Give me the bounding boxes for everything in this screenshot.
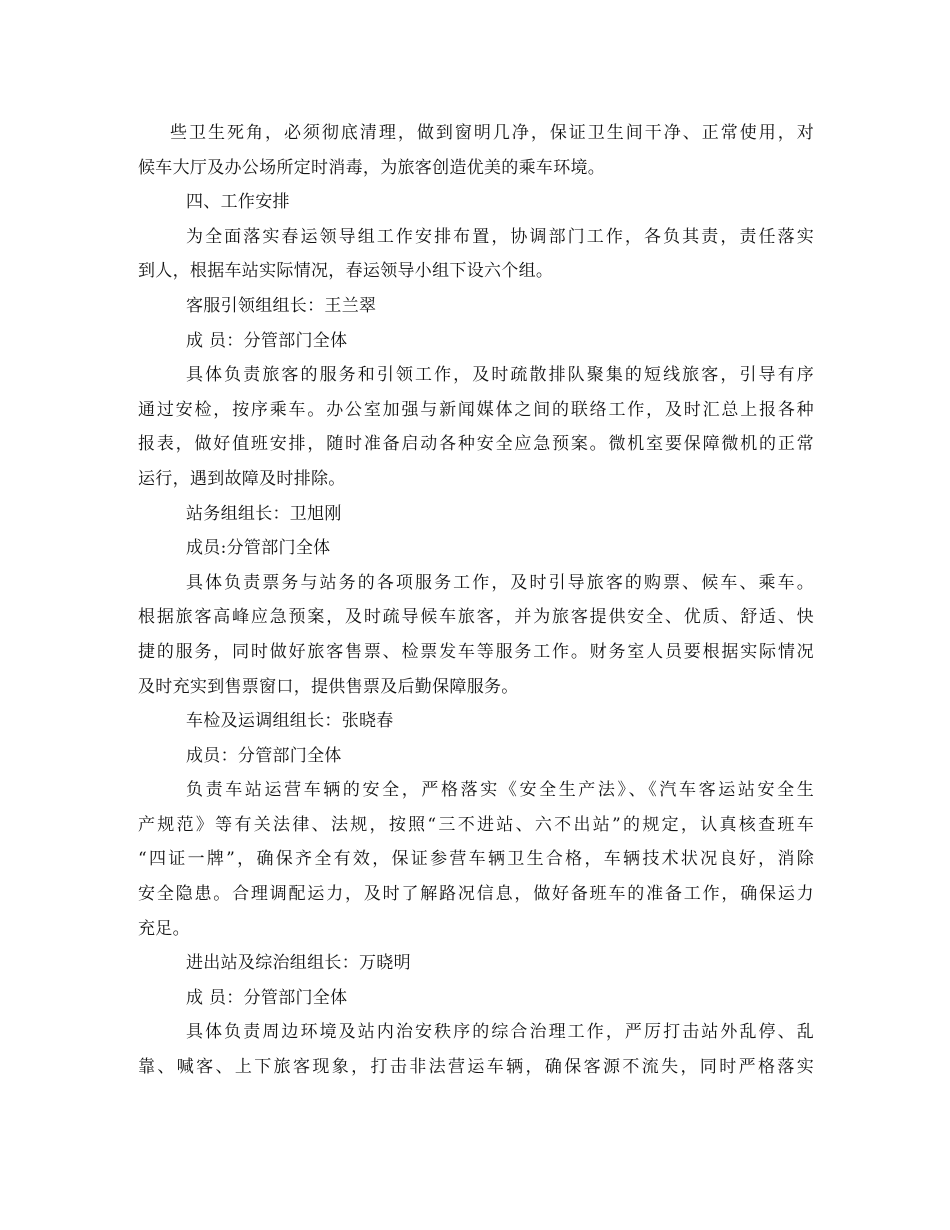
text-line: 到人，根据车站实际情况，春运领导小组下设六个组。 [138, 261, 554, 282]
text-line: 客服引领组组长：王兰翠 [186, 295, 377, 316]
text-line: 候车大厅及办公场所定时消毒，为旅客创造优美的乘车环境。 [138, 157, 606, 178]
text-line: 为全面落实春运领导组工作安排布置，协调部门工作，各负其责，责任落实 [186, 226, 814, 247]
text-line: 成 员：分管部门全体 [186, 987, 348, 1008]
document-body [138, 116, 814, 1085]
text-line: 四、工作安排 [186, 192, 290, 213]
text-line: 具体负责票务与站务的各项服务工作，及时引导旅客的购票、候车、乘车。 [186, 572, 814, 593]
text-line: 些卫生死角，必须彻底清理，做到窗明几净，保证卫生间干净、正常使用，对 [170, 123, 814, 143]
text-line: 成 员：分管部门全体 [186, 330, 348, 351]
text-line: “四证一牌”，确保齐全有效，保证参营车辆卫生合格，车辆技术状况良好，消除 [138, 849, 814, 870]
text-line: 成员：分管部门全体 [186, 745, 342, 766]
text-line: 具体负责旅客的服务和引领工作，及时疏散排队聚集的短线旅客，引导有序 [186, 365, 814, 386]
text-line: 具体负责周边环境及站内治安秩序的综合治理工作，严厉打击站外乱停、乱 [186, 1022, 814, 1043]
text-line: 充足。 [138, 918, 190, 939]
text-line: 站务组组长：卫旭刚 [186, 503, 342, 524]
text-line: 成员:分管部门全体 [186, 538, 331, 559]
text-line: 通过安检，按序乘车。办公室加强与新闻媒体之间的联络工作，及时汇总上报各种 [138, 399, 814, 420]
text-line: 根据旅客高峰应急预案，及时疏导候车旅客，并为旅客提供安全、优质、舒适、快 [138, 607, 814, 628]
text-line: 进出站及综治组组长：万晓明 [186, 953, 411, 974]
text-line: 报表，做好值班安排，随时准备启动各种安全应急预案。微机室要保障微机的正常 [138, 434, 814, 455]
text-line: 运行，遇到故障及时排除。 [138, 468, 346, 489]
text-line: 捷的服务，同时做好旅客售票、检票发车等服务工作。财务室人员要根据实际情况 [138, 641, 814, 662]
text-line: 产规范》等有关法律、法规，按照“三不进站、六不出站”的规定，认真核查班车 [138, 814, 814, 835]
text-line: 及时充实到售票窗口，提供售票及后勤保障服务。 [138, 676, 519, 697]
text-line: 靠、喊客、上下旅客现象，打击非法营运车辆，确保客源不流失，同时严格落实 [138, 1057, 814, 1078]
text-line: 安全隐患。合理调配运力，及时了解路况信息，做好备班车的准备工作，确保运力 [138, 884, 814, 905]
text-line: 车检及运调组组长：张晓春 [186, 711, 394, 732]
text-line: 负责车站运营车辆的安全，严格落实《安全生产法》、《汽车客运站安全生 [186, 780, 814, 801]
